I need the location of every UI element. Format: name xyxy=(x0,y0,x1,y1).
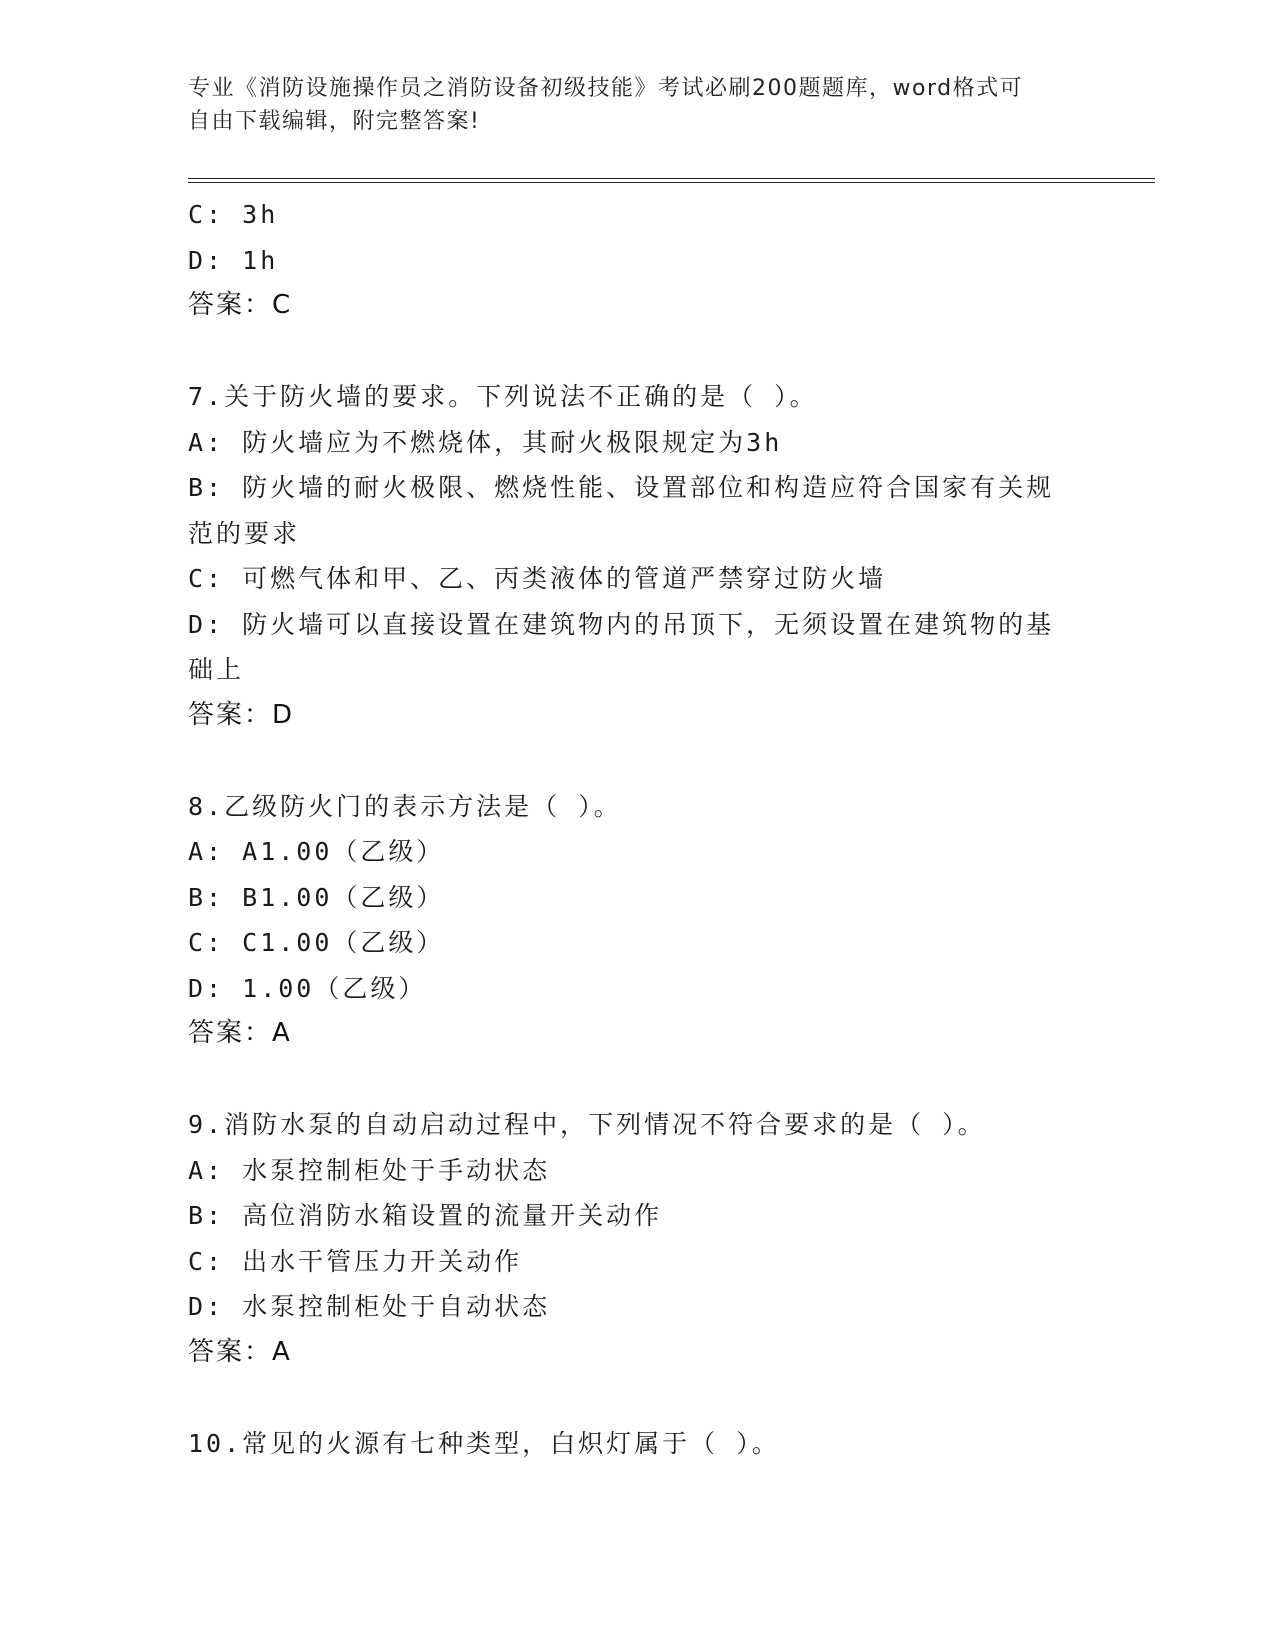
spacer xyxy=(188,1057,1088,1103)
spacer xyxy=(188,1375,1088,1421)
question-8-option-c: C: C1.00（乙级） xyxy=(188,928,445,957)
question-9-stem: 9.消防水泵的自动启动过程中，下列情况不符合要求的是（ ）。 xyxy=(188,1110,986,1139)
question-9-answer: 答案：A xyxy=(188,1336,292,1367)
header-title-line-2: 自由下载编辑，附完整答案! xyxy=(188,109,481,134)
question-7-option-b-continued: 范的要求 xyxy=(188,518,301,548)
question-9-option-a: A: 水泵控制柜处于手动状态 xyxy=(188,1155,551,1185)
spacer xyxy=(188,329,1088,375)
question-7-option-d: D: 防火墙可以直接设置在建筑物内的吊顶下，无须设置在建筑物的基 xyxy=(188,609,1055,639)
question-8-stem: 8.乙级防火门的表示方法是（ ）。 xyxy=(188,791,622,821)
carryover-answer: 答案：C xyxy=(188,290,293,320)
document-header xyxy=(188,72,1068,138)
question-list xyxy=(188,192,1088,1466)
question-9-option-b: B: 高位消防水箱设置的流量开关动作 xyxy=(188,1201,663,1230)
question-9-option-d: D: 水泵控制柜处于自动状态 xyxy=(188,1292,551,1321)
question-7-option-c: C: 可燃气体和甲、乙、丙类液体的管道严禁穿过防火墙 xyxy=(188,564,887,593)
spacer xyxy=(188,738,1088,784)
question-7-answer: 答案：D xyxy=(188,699,295,730)
question-10-stem: 10.常见的火源有七种类型，白炽灯属于（ ）。 xyxy=(188,1428,780,1458)
question-8-option-b: B: B1.00（乙级） xyxy=(188,882,445,912)
question-7-option-a: A: 防火墙应为不燃烧体，其耐火极限规定为3h xyxy=(188,427,783,457)
question-8-answer: 答案：A xyxy=(188,1018,292,1048)
question-7-stem: 7.关于防火墙的要求。下列说法不正确的是（ ）。 xyxy=(188,382,818,411)
carryover-option-c: C: 3h xyxy=(188,200,279,229)
question-8-option-a: A: A1.00（乙级） xyxy=(188,837,445,866)
header-divider-top xyxy=(188,178,1155,179)
question-8-option-d: D: 1.00（乙级） xyxy=(188,973,427,1003)
carryover-option-d: D: 1h xyxy=(188,245,279,275)
question-9-option-c: C: 出水干管压力开关动作 xyxy=(188,1246,523,1276)
question-7-option-b: B: 防火墙的耐火极限、燃烧性能、设置部位和构造应符合国家有关规 xyxy=(188,473,1055,502)
question-7-option-d-continued: 础上 xyxy=(188,655,245,684)
header-divider-bottom xyxy=(188,182,1155,183)
header-title-line-1: 专业《消防设施操作员之消防设备初级技能》考试必刷200题题库，word格式可 xyxy=(188,76,1024,101)
